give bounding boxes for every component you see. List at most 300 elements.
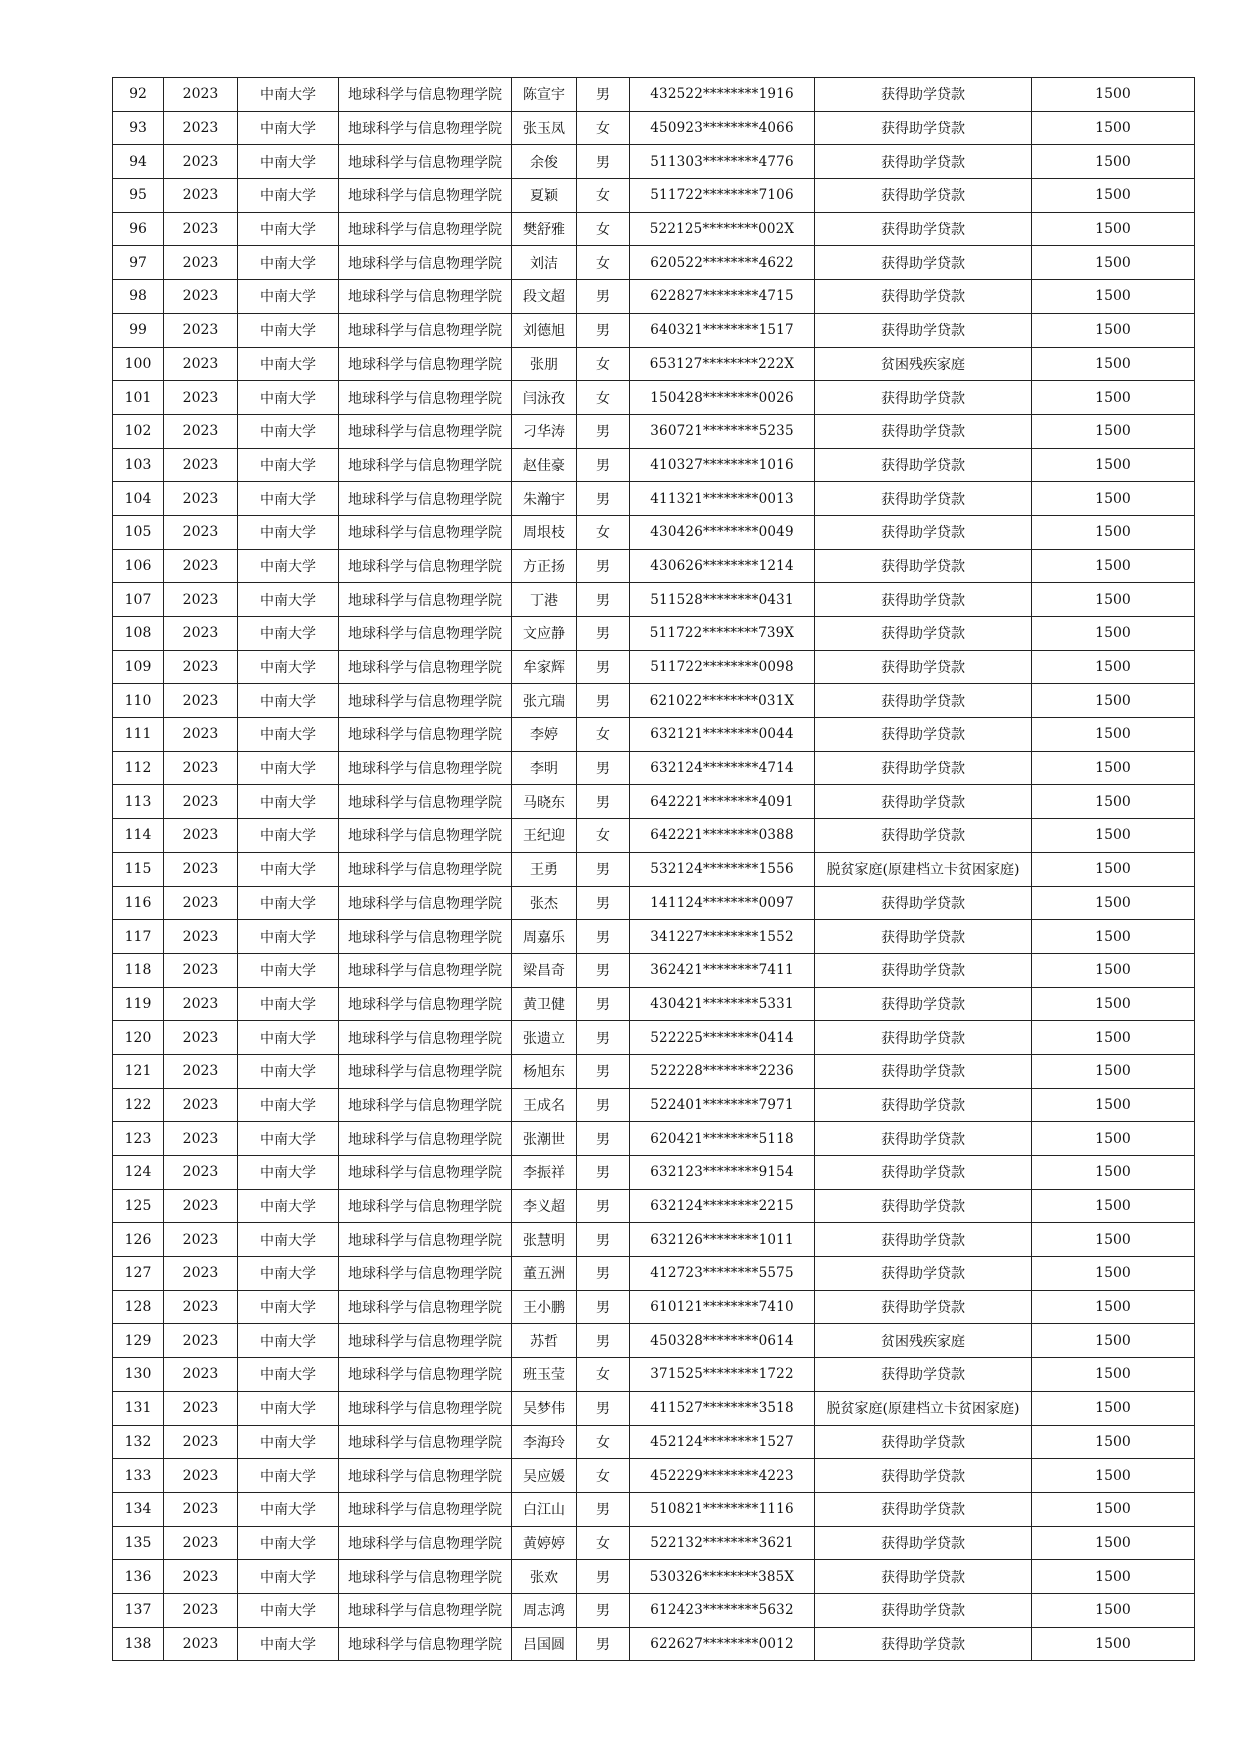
college-cell: 地球科学与信息物理学院 <box>339 1054 512 1088</box>
school-cell: 中南大学 <box>238 1459 339 1493</box>
table-row <box>113 1290 1195 1324</box>
id-number-cell: 622627********0012 <box>630 1627 815 1661</box>
gender-cell: 男 <box>577 1122 630 1156</box>
student-name-cell: 刘德旭 <box>512 313 577 347</box>
table-row <box>113 1526 1195 1560</box>
table-row <box>113 549 1195 583</box>
row-index-cell: 110 <box>113 684 164 718</box>
row-index-cell: 117 <box>113 920 164 954</box>
student-name-cell: 周志鸿 <box>512 1593 577 1627</box>
table-row <box>113 617 1195 651</box>
id-number-cell: 450923********4066 <box>630 111 815 145</box>
table-row <box>113 1257 1195 1291</box>
year-cell: 2023 <box>164 1156 238 1190</box>
amount-cell: 1500 <box>1032 212 1195 246</box>
id-number-cell: 621022********031X <box>630 684 815 718</box>
year-cell: 2023 <box>164 1459 238 1493</box>
id-number-cell: 341227********1552 <box>630 920 815 954</box>
gender-cell: 男 <box>577 1492 630 1526</box>
row-index-cell: 128 <box>113 1290 164 1324</box>
college-cell: 地球科学与信息物理学院 <box>339 1425 512 1459</box>
gender-cell: 男 <box>577 953 630 987</box>
college-cell: 地球科学与信息物理学院 <box>339 111 512 145</box>
student-name-cell: 张亢瑞 <box>512 684 577 718</box>
student-name-cell: 王纪迎 <box>512 819 577 853</box>
year-cell: 2023 <box>164 212 238 246</box>
reason-cell: 获得助学贷款 <box>815 246 1032 280</box>
gender-cell: 男 <box>577 145 630 179</box>
table-row <box>113 448 1195 482</box>
college-cell: 地球科学与信息物理学院 <box>339 718 512 752</box>
id-number-cell: 620421********5118 <box>630 1122 815 1156</box>
gender-cell: 女 <box>577 515 630 549</box>
table-row <box>113 1593 1195 1627</box>
year-cell: 2023 <box>164 1526 238 1560</box>
school-cell: 中南大学 <box>238 1156 339 1190</box>
student-name-cell: 李义超 <box>512 1189 577 1223</box>
college-cell: 地球科学与信息物理学院 <box>339 751 512 785</box>
school-cell: 中南大学 <box>238 1425 339 1459</box>
id-number-cell: 620522********4622 <box>630 246 815 280</box>
school-cell: 中南大学 <box>238 347 339 381</box>
college-cell: 地球科学与信息物理学院 <box>339 886 512 920</box>
school-cell: 中南大学 <box>238 650 339 684</box>
id-number-cell: 450328********0614 <box>630 1324 815 1358</box>
row-index-cell: 127 <box>113 1257 164 1291</box>
reason-cell: 获得助学贷款 <box>815 751 1032 785</box>
year-cell: 2023 <box>164 1122 238 1156</box>
school-cell: 中南大学 <box>238 617 339 651</box>
amount-cell: 1500 <box>1032 414 1195 448</box>
student-name-cell: 张玉凤 <box>512 111 577 145</box>
gender-cell: 男 <box>577 1088 630 1122</box>
gender-cell: 男 <box>577 852 630 886</box>
year-cell: 2023 <box>164 246 238 280</box>
reason-cell: 获得助学贷款 <box>815 617 1032 651</box>
row-index-cell: 92 <box>113 78 164 112</box>
amount-cell: 1500 <box>1032 1391 1195 1425</box>
year-cell: 2023 <box>164 1324 238 1358</box>
gender-cell: 男 <box>577 1257 630 1291</box>
college-cell: 地球科学与信息物理学院 <box>339 549 512 583</box>
year-cell: 2023 <box>164 1560 238 1594</box>
table-row <box>113 212 1195 246</box>
college-cell: 地球科学与信息物理学院 <box>339 482 512 516</box>
reason-cell: 获得助学贷款 <box>815 179 1032 213</box>
amount-cell: 1500 <box>1032 482 1195 516</box>
id-number-cell: 632124********4714 <box>630 751 815 785</box>
row-index-cell: 116 <box>113 886 164 920</box>
student-name-cell: 白江山 <box>512 1492 577 1526</box>
college-cell: 地球科学与信息物理学院 <box>339 684 512 718</box>
reason-cell: 贫困残疾家庭 <box>815 1324 1032 1358</box>
college-cell: 地球科学与信息物理学院 <box>339 414 512 448</box>
school-cell: 中南大学 <box>238 1391 339 1425</box>
student-name-cell: 周垠枝 <box>512 515 577 549</box>
reason-cell: 获得助学贷款 <box>815 684 1032 718</box>
amount-cell: 1500 <box>1032 1122 1195 1156</box>
table-row <box>113 1358 1195 1392</box>
id-number-cell: 522401********7971 <box>630 1088 815 1122</box>
row-index-cell: 95 <box>113 179 164 213</box>
student-name-cell: 张欢 <box>512 1560 577 1594</box>
amount-cell: 1500 <box>1032 448 1195 482</box>
amount-cell: 1500 <box>1032 617 1195 651</box>
student-name-cell: 文应静 <box>512 617 577 651</box>
student-name-cell: 闫泳孜 <box>512 381 577 415</box>
amount-cell: 1500 <box>1032 1088 1195 1122</box>
year-cell: 2023 <box>164 179 238 213</box>
year-cell: 2023 <box>164 920 238 954</box>
row-index-cell: 115 <box>113 852 164 886</box>
college-cell: 地球科学与信息物理学院 <box>339 246 512 280</box>
college-cell: 地球科学与信息物理学院 <box>339 1391 512 1425</box>
table-row <box>113 145 1195 179</box>
college-cell: 地球科学与信息物理学院 <box>339 920 512 954</box>
table-row <box>113 852 1195 886</box>
gender-cell: 女 <box>577 246 630 280</box>
amount-cell: 1500 <box>1032 819 1195 853</box>
school-cell: 中南大学 <box>238 819 339 853</box>
gender-cell: 女 <box>577 1425 630 1459</box>
college-cell: 地球科学与信息物理学院 <box>339 1459 512 1493</box>
student-name-cell: 段文超 <box>512 280 577 314</box>
row-index-cell: 98 <box>113 280 164 314</box>
amount-cell: 1500 <box>1032 313 1195 347</box>
gender-cell: 女 <box>577 1459 630 1493</box>
table-row <box>113 1122 1195 1156</box>
row-index-cell: 114 <box>113 819 164 853</box>
gender-cell: 女 <box>577 212 630 246</box>
gender-cell: 男 <box>577 1593 630 1627</box>
amount-cell: 1500 <box>1032 179 1195 213</box>
row-index-cell: 96 <box>113 212 164 246</box>
year-cell: 2023 <box>164 953 238 987</box>
reason-cell: 获得助学贷款 <box>815 953 1032 987</box>
amount-cell: 1500 <box>1032 145 1195 179</box>
row-index-cell: 105 <box>113 515 164 549</box>
amount-cell: 1500 <box>1032 987 1195 1021</box>
id-number-cell: 522225********0414 <box>630 1021 815 1055</box>
reason-cell: 获得助学贷款 <box>815 718 1032 752</box>
school-cell: 中南大学 <box>238 111 339 145</box>
student-name-cell: 夏颖 <box>512 179 577 213</box>
year-cell: 2023 <box>164 1391 238 1425</box>
year-cell: 2023 <box>164 684 238 718</box>
id-number-cell: 430426********0049 <box>630 515 815 549</box>
table-row <box>113 684 1195 718</box>
student-name-cell: 黄婷婷 <box>512 1526 577 1560</box>
school-cell: 中南大学 <box>238 482 339 516</box>
school-cell: 中南大学 <box>238 1189 339 1223</box>
school-cell: 中南大学 <box>238 1627 339 1661</box>
table-row <box>113 785 1195 819</box>
gender-cell: 女 <box>577 1358 630 1392</box>
student-name-cell: 吴梦伟 <box>512 1391 577 1425</box>
school-cell: 中南大学 <box>238 313 339 347</box>
amount-cell: 1500 <box>1032 78 1195 112</box>
row-index-cell: 97 <box>113 246 164 280</box>
table-row <box>113 1054 1195 1088</box>
id-number-cell: 141124********0097 <box>630 886 815 920</box>
student-name-cell: 余俊 <box>512 145 577 179</box>
year-cell: 2023 <box>164 1257 238 1291</box>
college-cell: 地球科学与信息物理学院 <box>339 1290 512 1324</box>
reason-cell: 获得助学贷款 <box>815 78 1032 112</box>
gender-cell: 女 <box>577 347 630 381</box>
college-cell: 地球科学与信息物理学院 <box>339 650 512 684</box>
reason-cell: 获得助学贷款 <box>815 1122 1032 1156</box>
amount-cell: 1500 <box>1032 1492 1195 1526</box>
row-index-cell: 109 <box>113 650 164 684</box>
amount-cell: 1500 <box>1032 886 1195 920</box>
gender-cell: 男 <box>577 751 630 785</box>
table-row <box>113 650 1195 684</box>
table-body <box>113 78 1195 1661</box>
table-row <box>113 819 1195 853</box>
student-name-cell: 周嘉乐 <box>512 920 577 954</box>
reason-cell: 获得助学贷款 <box>815 920 1032 954</box>
row-index-cell: 118 <box>113 953 164 987</box>
college-cell: 地球科学与信息物理学院 <box>339 1257 512 1291</box>
id-number-cell: 511303********4776 <box>630 145 815 179</box>
reason-cell: 获得助学贷款 <box>815 1021 1032 1055</box>
table-row <box>113 179 1195 213</box>
school-cell: 中南大学 <box>238 179 339 213</box>
id-number-cell: 530326********385X <box>630 1560 815 1594</box>
row-index-cell: 132 <box>113 1425 164 1459</box>
row-index-cell: 113 <box>113 785 164 819</box>
gender-cell: 男 <box>577 1324 630 1358</box>
reason-cell: 获得助学贷款 <box>815 1223 1032 1257</box>
student-name-cell: 牟家辉 <box>512 650 577 684</box>
id-number-cell: 532124********1556 <box>630 852 815 886</box>
row-index-cell: 126 <box>113 1223 164 1257</box>
student-name-cell: 黄卫健 <box>512 987 577 1021</box>
gender-cell: 女 <box>577 718 630 752</box>
school-cell: 中南大学 <box>238 1560 339 1594</box>
school-cell: 中南大学 <box>238 448 339 482</box>
school-cell: 中南大学 <box>238 886 339 920</box>
gender-cell: 男 <box>577 1290 630 1324</box>
row-index-cell: 94 <box>113 145 164 179</box>
row-index-cell: 131 <box>113 1391 164 1425</box>
student-name-cell: 李振祥 <box>512 1156 577 1190</box>
college-cell: 地球科学与信息物理学院 <box>339 953 512 987</box>
college-cell: 地球科学与信息物理学院 <box>339 212 512 246</box>
gender-cell: 男 <box>577 313 630 347</box>
gender-cell: 男 <box>577 549 630 583</box>
id-number-cell: 612423********5632 <box>630 1593 815 1627</box>
year-cell: 2023 <box>164 1593 238 1627</box>
id-number-cell: 510821********1116 <box>630 1492 815 1526</box>
student-name-cell: 班玉莹 <box>512 1358 577 1392</box>
amount-cell: 1500 <box>1032 515 1195 549</box>
student-name-cell: 吕国圆 <box>512 1627 577 1661</box>
gender-cell: 男 <box>577 785 630 819</box>
school-cell: 中南大学 <box>238 1021 339 1055</box>
row-index-cell: 104 <box>113 482 164 516</box>
college-cell: 地球科学与信息物理学院 <box>339 1088 512 1122</box>
reason-cell: 获得助学贷款 <box>815 414 1032 448</box>
table-row <box>113 246 1195 280</box>
table-row <box>113 1223 1195 1257</box>
gender-cell: 男 <box>577 987 630 1021</box>
student-name-cell: 董五洲 <box>512 1257 577 1291</box>
school-cell: 中南大学 <box>238 987 339 1021</box>
amount-cell: 1500 <box>1032 1054 1195 1088</box>
college-cell: 地球科学与信息物理学院 <box>339 1223 512 1257</box>
amount-cell: 1500 <box>1032 1257 1195 1291</box>
school-cell: 中南大学 <box>238 751 339 785</box>
year-cell: 2023 <box>164 852 238 886</box>
reason-cell: 获得助学贷款 <box>815 819 1032 853</box>
table-row <box>113 111 1195 145</box>
student-name-cell: 李婷 <box>512 718 577 752</box>
year-cell: 2023 <box>164 1358 238 1392</box>
gender-cell: 男 <box>577 280 630 314</box>
table-row <box>113 381 1195 415</box>
gender-cell: 男 <box>577 886 630 920</box>
row-index-cell: 121 <box>113 1054 164 1088</box>
student-name-cell: 王小鹏 <box>512 1290 577 1324</box>
amount-cell: 1500 <box>1032 1560 1195 1594</box>
id-number-cell: 360721********5235 <box>630 414 815 448</box>
gender-cell: 男 <box>577 1391 630 1425</box>
table-row <box>113 1492 1195 1526</box>
year-cell: 2023 <box>164 145 238 179</box>
school-cell: 中南大学 <box>238 1088 339 1122</box>
id-number-cell: 642221********4091 <box>630 785 815 819</box>
amount-cell: 1500 <box>1032 1425 1195 1459</box>
school-cell: 中南大学 <box>238 1492 339 1526</box>
year-cell: 2023 <box>164 347 238 381</box>
row-index-cell: 136 <box>113 1560 164 1594</box>
college-cell: 地球科学与信息物理学院 <box>339 313 512 347</box>
table-row <box>113 1088 1195 1122</box>
gender-cell: 男 <box>577 583 630 617</box>
id-number-cell: 632124********2215 <box>630 1189 815 1223</box>
table-row <box>113 1189 1195 1223</box>
row-index-cell: 93 <box>113 111 164 145</box>
college-cell: 地球科学与信息物理学院 <box>339 583 512 617</box>
id-number-cell: 371525********1722 <box>630 1358 815 1392</box>
table-row <box>113 718 1195 752</box>
id-number-cell: 411321********0013 <box>630 482 815 516</box>
gender-cell: 女 <box>577 1526 630 1560</box>
year-cell: 2023 <box>164 1425 238 1459</box>
school-cell: 中南大学 <box>238 920 339 954</box>
table-row <box>113 414 1195 448</box>
id-number-cell: 653127********222X <box>630 347 815 381</box>
row-index-cell: 107 <box>113 583 164 617</box>
reason-cell: 获得助学贷款 <box>815 549 1032 583</box>
id-number-cell: 610121********7410 <box>630 1290 815 1324</box>
row-index-cell: 103 <box>113 448 164 482</box>
year-cell: 2023 <box>164 78 238 112</box>
year-cell: 2023 <box>164 111 238 145</box>
row-index-cell: 129 <box>113 1324 164 1358</box>
table-row <box>113 751 1195 785</box>
school-cell: 中南大学 <box>238 953 339 987</box>
reason-cell: 获得助学贷款 <box>815 145 1032 179</box>
school-cell: 中南大学 <box>238 515 339 549</box>
college-cell: 地球科学与信息物理学院 <box>339 785 512 819</box>
amount-cell: 1500 <box>1032 1324 1195 1358</box>
year-cell: 2023 <box>164 583 238 617</box>
row-index-cell: 134 <box>113 1492 164 1526</box>
school-cell: 中南大学 <box>238 785 339 819</box>
row-index-cell: 108 <box>113 617 164 651</box>
table-row <box>113 987 1195 1021</box>
student-name-cell: 杨旭东 <box>512 1054 577 1088</box>
reason-cell: 获得助学贷款 <box>815 1257 1032 1291</box>
school-cell: 中南大学 <box>238 1324 339 1358</box>
student-name-cell: 张潮世 <box>512 1122 577 1156</box>
gender-cell: 男 <box>577 684 630 718</box>
college-cell: 地球科学与信息物理学院 <box>339 1593 512 1627</box>
reason-cell: 获得助学贷款 <box>815 1189 1032 1223</box>
row-index-cell: 133 <box>113 1459 164 1493</box>
row-index-cell: 125 <box>113 1189 164 1223</box>
college-cell: 地球科学与信息物理学院 <box>339 1526 512 1560</box>
row-index-cell: 135 <box>113 1526 164 1560</box>
college-cell: 地球科学与信息物理学院 <box>339 381 512 415</box>
year-cell: 2023 <box>164 515 238 549</box>
id-number-cell: 511528********0431 <box>630 583 815 617</box>
gender-cell: 男 <box>577 448 630 482</box>
id-number-cell: 452229********4223 <box>630 1459 815 1493</box>
year-cell: 2023 <box>164 1223 238 1257</box>
college-cell: 地球科学与信息物理学院 <box>339 1122 512 1156</box>
amount-cell: 1500 <box>1032 549 1195 583</box>
amount-cell: 1500 <box>1032 583 1195 617</box>
reason-cell: 获得助学贷款 <box>815 1088 1032 1122</box>
table-row <box>113 280 1195 314</box>
year-cell: 2023 <box>164 1492 238 1526</box>
school-cell: 中南大学 <box>238 1054 339 1088</box>
row-index-cell: 119 <box>113 987 164 1021</box>
school-cell: 中南大学 <box>238 381 339 415</box>
table-row <box>113 1425 1195 1459</box>
amount-cell: 1500 <box>1032 280 1195 314</box>
gender-cell: 男 <box>577 617 630 651</box>
table-row <box>113 583 1195 617</box>
year-cell: 2023 <box>164 482 238 516</box>
reason-cell: 获得助学贷款 <box>815 1290 1032 1324</box>
year-cell: 2023 <box>164 414 238 448</box>
amount-cell: 1500 <box>1032 1593 1195 1627</box>
table-row <box>113 313 1195 347</box>
student-name-cell: 方正扬 <box>512 549 577 583</box>
year-cell: 2023 <box>164 1290 238 1324</box>
college-cell: 地球科学与信息物理学院 <box>339 1021 512 1055</box>
reason-cell: 获得助学贷款 <box>815 1156 1032 1190</box>
school-cell: 中南大学 <box>238 1257 339 1291</box>
reason-cell: 贫困残疾家庭 <box>815 347 1032 381</box>
table-row <box>113 920 1195 954</box>
college-cell: 地球科学与信息物理学院 <box>339 1627 512 1661</box>
gender-cell: 男 <box>577 78 630 112</box>
reason-cell: 获得助学贷款 <box>815 1593 1032 1627</box>
college-cell: 地球科学与信息物理学院 <box>339 179 512 213</box>
gender-cell: 男 <box>577 1021 630 1055</box>
amount-cell: 1500 <box>1032 246 1195 280</box>
student-name-cell: 张朋 <box>512 347 577 381</box>
school-cell: 中南大学 <box>238 718 339 752</box>
student-name-cell: 王成名 <box>512 1088 577 1122</box>
table-row <box>113 886 1195 920</box>
